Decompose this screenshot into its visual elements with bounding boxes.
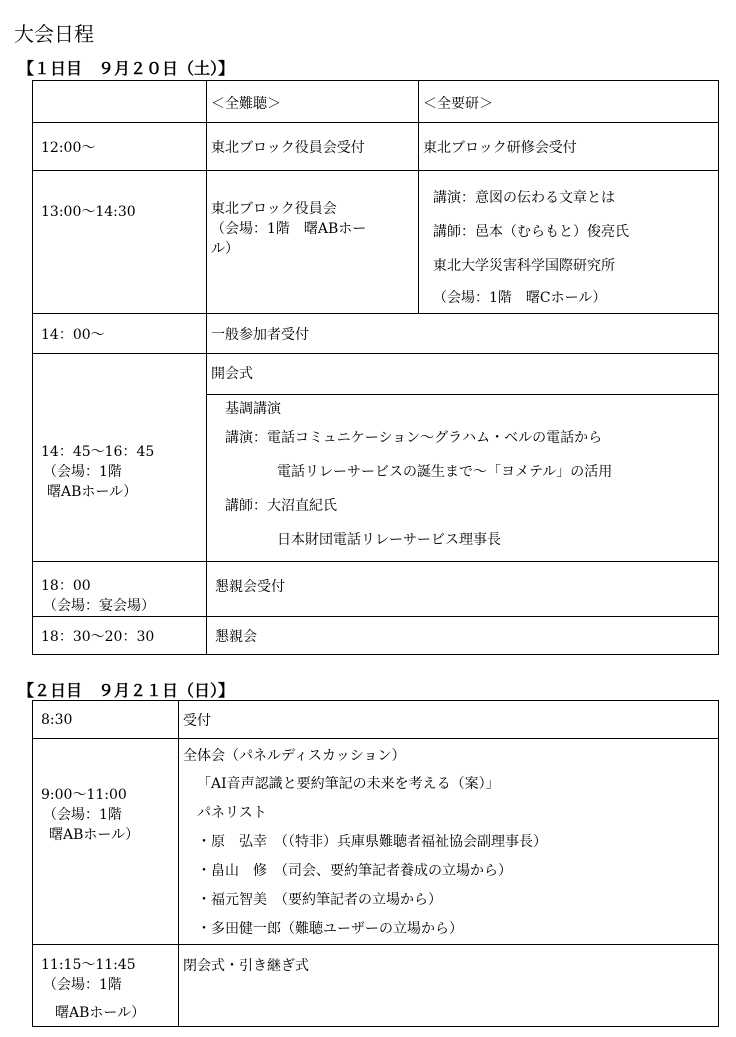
time-cell: 18：30〜20：30	[33, 617, 207, 655]
content-cell: 受付	[179, 701, 719, 739]
table-row	[33, 739, 719, 945]
keynote-lecture-cont: 電話リレーサービスの誕生まで〜「ヨメテル」の活用	[277, 464, 613, 480]
day2-schedule-table	[32, 700, 719, 1027]
table-row	[33, 314, 719, 354]
keynote-label: 基調講演	[225, 401, 281, 417]
page-title: 大会日程	[14, 22, 94, 46]
time-cell: 8:30	[33, 701, 179, 739]
time-cell: 12:00〜	[33, 123, 207, 171]
panel-discussion-cell: 全体会（パネルディスカッション） 「AI音声認識と要約筆記の未来を考える（案）」 パネリスト ・原 弘幸 （（特非）兵庫県難聴者福祉協会副理事長） ・畠山 修 （司会、要約筆記者養成の立場から） ・福元智美 （要約筆記者の立場から） ・多田健一郎（難聴ユーザーの立場から）	[179, 739, 719, 945]
table-row	[33, 354, 719, 562]
time-cell: 14：45〜16：45 （会場：1階 曙ABホール）	[33, 354, 207, 562]
table-row	[33, 123, 719, 171]
content-cell: 東北ブロック研修会受付	[419, 123, 719, 171]
table-row	[33, 171, 719, 314]
table-row	[33, 81, 719, 123]
time-cell: 11:15〜11:45 （会場：1階 曙ABホール）	[33, 945, 179, 1027]
day1-heading: 【１日目 ９月２０日（土）】	[18, 59, 235, 78]
keynote-speaker-affiliation: 日本財団電話リレーサービス理事長	[277, 532, 501, 548]
lecture-cell: 講演：意図の伝わる文章とは 講師：邑本（むらもと）俊亮氏 東北大学災害科学国際研究所 （会場：1階 曙Cホール）	[419, 171, 719, 314]
day1-schedule-table	[32, 80, 719, 655]
keynote-lecture: 講演：電話コミュニケーション〜グラハム・ベルの電話から	[225, 430, 603, 446]
opening-ceremony: 開会式	[207, 354, 718, 395]
content-cell: 懇親会	[207, 617, 719, 655]
content-cell: 東北ブロック役員会 （会場：1階 曙ABホー ル）	[207, 171, 419, 314]
table-row	[33, 701, 719, 739]
header-zennancho: ＜全難聴＞	[207, 81, 419, 123]
header-zenyoken: ＜全要研＞	[419, 81, 719, 123]
content-cell: 一般参加者受付	[207, 314, 719, 354]
time-cell: 13:00〜14:30	[33, 171, 207, 314]
header-empty-cell	[33, 81, 207, 123]
keynote-speaker: 講師：大沼直紀氏	[225, 498, 337, 514]
time-cell: 18：00 （会場：宴会場）	[33, 562, 207, 617]
table-row	[33, 617, 719, 655]
content-cell: 懇親会受付	[207, 562, 719, 617]
keynote-block	[207, 395, 718, 557]
day2-heading: 【２日目 ９月２１日（日）】	[18, 681, 235, 700]
table-row	[33, 945, 719, 1027]
time-cell: 14：00〜	[33, 314, 207, 354]
time-cell: 9:00〜11:00 （会場：1階 曙ABホール）	[33, 739, 179, 945]
opening-keynote-cell	[207, 354, 719, 562]
content-cell: 閉会式・引き継ぎ式	[179, 945, 719, 1027]
table-row	[33, 562, 719, 617]
content-cell: 東北ブロック役員会受付	[207, 123, 419, 171]
